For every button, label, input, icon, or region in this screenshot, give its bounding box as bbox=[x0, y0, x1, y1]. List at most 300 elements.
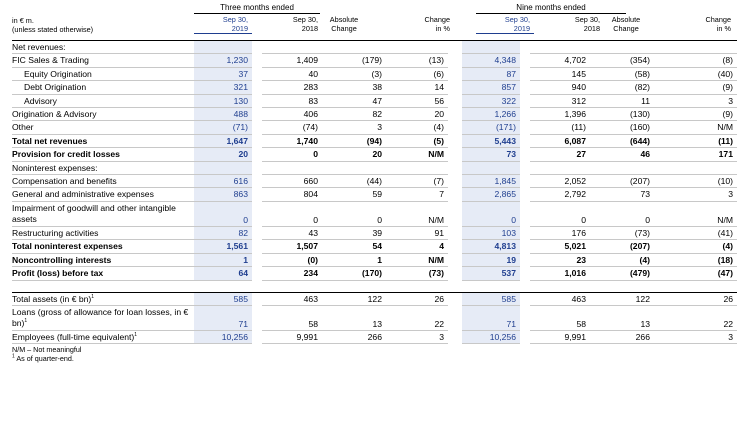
table-cell: (13) bbox=[386, 54, 448, 67]
table-cell bbox=[262, 41, 322, 54]
row-label-text: Provision for credit losses bbox=[12, 149, 120, 160]
column-header-line: Change bbox=[331, 23, 357, 33]
table-cell: 38 bbox=[322, 81, 386, 94]
units-label bbox=[12, 17, 93, 34]
table-row bbox=[12, 330, 737, 343]
table-cell: 13 bbox=[590, 305, 654, 330]
table-row bbox=[12, 292, 737, 305]
column-gap bbox=[252, 292, 262, 305]
table-row bbox=[12, 81, 737, 94]
column-gap bbox=[448, 121, 462, 134]
spacer-cell bbox=[530, 280, 590, 292]
table-cell: 43 bbox=[262, 226, 322, 239]
table-cell: 9,991 bbox=[262, 330, 322, 343]
table-cell: N/M bbox=[654, 201, 737, 226]
column-gap bbox=[448, 81, 462, 94]
table-cell: (58) bbox=[590, 67, 654, 80]
spacer-cell bbox=[194, 280, 252, 292]
table-cell bbox=[530, 41, 590, 54]
row-label bbox=[12, 121, 194, 134]
column-header-line: Change bbox=[705, 15, 731, 24]
column-header-line: Sep 30, bbox=[292, 15, 318, 24]
column-gap bbox=[252, 108, 262, 121]
row-label bbox=[12, 175, 194, 188]
column-header-line: in % bbox=[435, 23, 450, 33]
column-gap bbox=[520, 330, 530, 343]
table-row bbox=[12, 226, 737, 239]
table-cell: 1,740 bbox=[262, 134, 322, 147]
table-cell bbox=[590, 161, 654, 174]
column-gap bbox=[252, 121, 262, 134]
row-label bbox=[12, 267, 194, 280]
table-cell bbox=[530, 161, 590, 174]
row-label-text: Noncontrolling interests bbox=[12, 254, 112, 265]
table-cell: 5,443 bbox=[462, 134, 520, 147]
table-row bbox=[12, 267, 737, 280]
table-cell: 5,021 bbox=[530, 240, 590, 253]
financial-table-container bbox=[12, 0, 737, 363]
column-header-line: in % bbox=[716, 23, 731, 33]
row-label-text: Debt Origination bbox=[24, 82, 87, 93]
table-cell: (18) bbox=[654, 253, 737, 266]
table-cell: 26 bbox=[654, 292, 737, 305]
table-cell: (4) bbox=[386, 121, 448, 134]
row-label-text: FIC Sales & Trading bbox=[12, 55, 89, 66]
table-row bbox=[12, 240, 737, 253]
table-cell: 0 bbox=[590, 201, 654, 226]
table-cell: 10,256 bbox=[194, 330, 252, 343]
spacer-cell bbox=[590, 280, 654, 292]
footnote-nm: N/M – Not meaningful bbox=[12, 345, 82, 355]
column-gap bbox=[520, 201, 530, 226]
table-cell: 40 bbox=[262, 67, 322, 80]
table-cell: 58 bbox=[262, 305, 322, 330]
spacer-cell bbox=[12, 280, 194, 292]
table-cell: 321 bbox=[194, 81, 252, 94]
row-label bbox=[12, 305, 194, 330]
column-gap bbox=[448, 175, 462, 188]
column-gap bbox=[252, 41, 262, 54]
column-gap bbox=[252, 175, 262, 188]
table-cell: 804 bbox=[262, 188, 322, 201]
column-gap bbox=[448, 54, 462, 67]
column-gap bbox=[252, 81, 262, 94]
table-cell: 857 bbox=[462, 81, 520, 94]
column-header bbox=[194, 16, 252, 34]
table-cell: 488 bbox=[194, 108, 252, 121]
column-gap bbox=[520, 253, 530, 266]
table-cell: (5) bbox=[386, 134, 448, 147]
column-gap bbox=[448, 226, 462, 239]
table-cell: 73 bbox=[590, 188, 654, 201]
table-row bbox=[12, 94, 737, 107]
table-cell bbox=[654, 41, 737, 54]
table-cell: (6) bbox=[386, 67, 448, 80]
table-cell bbox=[194, 161, 252, 174]
row-label bbox=[12, 41, 194, 54]
row-label bbox=[12, 188, 194, 201]
table-cell: 1,016 bbox=[530, 267, 590, 280]
table-cell: 1,396 bbox=[530, 108, 590, 121]
table-cell: (10) bbox=[654, 175, 737, 188]
units-line-2: (unless stated otherwise) bbox=[12, 24, 94, 34]
table-cell: 82 bbox=[322, 108, 386, 121]
column-gap bbox=[520, 121, 530, 134]
table-row bbox=[12, 188, 737, 201]
section-spacer bbox=[12, 280, 737, 292]
table-cell: 1 bbox=[194, 253, 252, 266]
table-row bbox=[12, 161, 737, 174]
table-cell: (171) bbox=[462, 121, 520, 134]
row-label-text: Other bbox=[12, 122, 34, 133]
row-label bbox=[12, 226, 194, 239]
table-cell: 171 bbox=[654, 148, 737, 161]
row-label bbox=[12, 81, 194, 94]
table-cell: 20 bbox=[322, 148, 386, 161]
table-cell: 585 bbox=[194, 292, 252, 305]
table-cell: 1 bbox=[322, 253, 386, 266]
table-cell: (8) bbox=[654, 54, 737, 67]
column-gap bbox=[448, 188, 462, 201]
column-gap bbox=[520, 81, 530, 94]
table-cell: 0 bbox=[322, 201, 386, 226]
table-cell: (4) bbox=[590, 253, 654, 266]
table-cell: 266 bbox=[590, 330, 654, 343]
column-gap bbox=[252, 267, 262, 280]
table-cell: 660 bbox=[262, 175, 322, 188]
row-label bbox=[12, 94, 194, 107]
column-gap bbox=[252, 330, 262, 343]
table-cell: 9,991 bbox=[530, 330, 590, 343]
table-body bbox=[12, 41, 737, 344]
table-cell: 406 bbox=[262, 108, 322, 121]
table-cell: 1,507 bbox=[262, 240, 322, 253]
column-gap bbox=[252, 240, 262, 253]
column-gap bbox=[448, 94, 462, 107]
table-cell: 176 bbox=[530, 226, 590, 239]
column-gap bbox=[252, 94, 262, 107]
column-gap bbox=[520, 134, 530, 147]
table-cell: 87 bbox=[462, 67, 520, 80]
column-gap bbox=[448, 292, 462, 305]
table-cell bbox=[654, 161, 737, 174]
column-gap bbox=[520, 94, 530, 107]
spacer-cell bbox=[322, 280, 386, 292]
table-cell: (9) bbox=[654, 81, 737, 94]
column-gap bbox=[252, 148, 262, 161]
table-cell: (3) bbox=[322, 67, 386, 80]
table-cell: 39 bbox=[322, 226, 386, 239]
table-row bbox=[12, 134, 737, 147]
column-header bbox=[674, 16, 735, 33]
table-cell: N/M bbox=[654, 121, 737, 134]
column-gap bbox=[448, 201, 462, 226]
column-header-line: Absolute bbox=[329, 15, 359, 24]
table-cell: 145 bbox=[530, 67, 590, 80]
table-cell: 266 bbox=[322, 330, 386, 343]
table-cell: N/M bbox=[386, 253, 448, 266]
column-gap bbox=[520, 161, 530, 174]
table-cell: 4,702 bbox=[530, 54, 590, 67]
column-header-line: 2018 bbox=[301, 23, 318, 33]
table-cell: 537 bbox=[462, 267, 520, 280]
column-gap bbox=[252, 188, 262, 201]
row-label-text: Loans (gross of allowance for loan losses, in € bn) bbox=[12, 306, 189, 328]
column-gap bbox=[448, 161, 462, 174]
table-cell: (82) bbox=[590, 81, 654, 94]
table-cell: 3 bbox=[654, 188, 737, 201]
table-cell: (7) bbox=[386, 175, 448, 188]
row-label bbox=[12, 292, 194, 305]
table-row bbox=[12, 148, 737, 161]
column-header-line: 2018 bbox=[583, 23, 600, 33]
table-cell bbox=[322, 41, 386, 54]
row-label bbox=[12, 148, 194, 161]
table-cell: (0) bbox=[262, 253, 322, 266]
table-cell: (74) bbox=[262, 121, 322, 134]
table-cell: 2,865 bbox=[462, 188, 520, 201]
table-cell: 2,052 bbox=[530, 175, 590, 188]
row-label-text: Total noninterest expenses bbox=[12, 241, 123, 252]
units-line-1: in € m. bbox=[12, 16, 34, 25]
table-cell: 83 bbox=[262, 94, 322, 107]
table-cell: 103 bbox=[462, 226, 520, 239]
table-cell: (94) bbox=[322, 134, 386, 147]
row-label-text: Equity Origination bbox=[24, 68, 92, 79]
table-cell: 54 bbox=[322, 240, 386, 253]
column-gap bbox=[448, 240, 462, 253]
column-gap bbox=[448, 67, 462, 80]
table-cell: 20 bbox=[386, 108, 448, 121]
column-gap bbox=[448, 267, 462, 280]
table-cell: 940 bbox=[530, 81, 590, 94]
table-cell: (130) bbox=[590, 108, 654, 121]
column-header bbox=[594, 16, 658, 33]
table-cell: 0 bbox=[262, 201, 322, 226]
table-cell: 0 bbox=[462, 201, 520, 226]
footnote-marker: 1 bbox=[134, 332, 138, 339]
table-cell: 463 bbox=[530, 292, 590, 305]
row-label bbox=[12, 134, 194, 147]
row-label bbox=[12, 201, 194, 226]
table-cell: (40) bbox=[654, 67, 737, 80]
table-cell: 0 bbox=[194, 201, 252, 226]
table-cell: (44) bbox=[322, 175, 386, 188]
table-cell: 1,845 bbox=[462, 175, 520, 188]
table-row bbox=[12, 305, 737, 330]
table-cell: (9) bbox=[654, 108, 737, 121]
table-cell: 863 bbox=[194, 188, 252, 201]
column-header-line: Absolute bbox=[611, 15, 641, 24]
table-cell: 56 bbox=[386, 94, 448, 107]
table-row bbox=[12, 253, 737, 266]
table-cell: (207) bbox=[590, 240, 654, 253]
column-header-line: Change bbox=[613, 23, 639, 33]
table-cell: 37 bbox=[194, 67, 252, 80]
table-cell: 122 bbox=[322, 292, 386, 305]
row-label-text: Restructuring activities bbox=[12, 227, 99, 238]
table-cell: (73) bbox=[386, 267, 448, 280]
table-cell bbox=[462, 41, 520, 54]
row-label-text: Net revenues: bbox=[12, 42, 66, 52]
table-cell: 13 bbox=[322, 305, 386, 330]
table-cell: 1,409 bbox=[262, 54, 322, 67]
column-header-line: Sep 30, bbox=[222, 15, 248, 24]
table-cell: 91 bbox=[386, 226, 448, 239]
column-gap bbox=[448, 108, 462, 121]
table-cell: 27 bbox=[530, 148, 590, 161]
row-label bbox=[12, 240, 194, 253]
row-label-text: Employees (full-time equivalent) bbox=[12, 331, 135, 342]
column-gap bbox=[252, 161, 262, 174]
table-cell: N/M bbox=[386, 201, 448, 226]
table-cell: (73) bbox=[590, 226, 654, 239]
table-cell: 71 bbox=[194, 305, 252, 330]
column-gap bbox=[252, 67, 262, 80]
column-gap bbox=[520, 240, 530, 253]
column-gap bbox=[448, 134, 462, 147]
table-cell: (479) bbox=[590, 267, 654, 280]
table-cell: (11) bbox=[530, 121, 590, 134]
table-cell: 19 bbox=[462, 253, 520, 266]
table-row bbox=[12, 67, 737, 80]
row-label-text: General and administrative expenses bbox=[12, 189, 154, 200]
table-cell: (179) bbox=[322, 54, 386, 67]
footnote-marker: 1 bbox=[24, 318, 28, 325]
row-label-text: Total assets (in € bn) bbox=[12, 293, 92, 304]
table-cell bbox=[322, 161, 386, 174]
table-cell: 59 bbox=[322, 188, 386, 201]
table-cell: (47) bbox=[654, 267, 737, 280]
table-cell: (4) bbox=[654, 240, 737, 253]
table-cell: (644) bbox=[590, 134, 654, 147]
column-header-line: 2019 bbox=[231, 23, 248, 33]
row-label bbox=[12, 54, 194, 67]
table-cell: 585 bbox=[462, 292, 520, 305]
table-cell: 234 bbox=[262, 267, 322, 280]
table-cell: (207) bbox=[590, 175, 654, 188]
table-cell: 2,792 bbox=[530, 188, 590, 201]
row-label-text: Profit (loss) before tax bbox=[12, 268, 104, 279]
table-cell: 3 bbox=[654, 330, 737, 343]
column-gap bbox=[448, 41, 462, 54]
table-cell: 20 bbox=[194, 148, 252, 161]
column-gap bbox=[520, 292, 530, 305]
table-cell: 82 bbox=[194, 226, 252, 239]
table-cell: 4,813 bbox=[462, 240, 520, 253]
table-cell bbox=[194, 41, 252, 54]
table-cell bbox=[590, 41, 654, 54]
table-cell bbox=[386, 161, 448, 174]
table-cell: N/M bbox=[386, 148, 448, 161]
table-cell: 7 bbox=[386, 188, 448, 201]
column-gap bbox=[520, 148, 530, 161]
table-cell: 4,348 bbox=[462, 54, 520, 67]
table-header bbox=[12, 0, 737, 40]
table-cell: 122 bbox=[590, 292, 654, 305]
table-cell: 58 bbox=[530, 305, 590, 330]
group-three-months: Three months ended bbox=[194, 3, 320, 14]
row-label-text: Total net revenues bbox=[12, 135, 88, 146]
row-label-text: Advisory bbox=[24, 95, 57, 106]
column-header bbox=[312, 16, 376, 33]
table-cell bbox=[262, 161, 322, 174]
table-cell: 22 bbox=[386, 305, 448, 330]
row-label-text: Noninterest expenses: bbox=[12, 162, 98, 173]
table-cell: 14 bbox=[386, 81, 448, 94]
column-gap bbox=[520, 305, 530, 330]
table-cell: 47 bbox=[322, 94, 386, 107]
column-gap bbox=[448, 148, 462, 161]
column-gap bbox=[520, 108, 530, 121]
column-header-line: Change bbox=[424, 15, 450, 24]
table-cell: 1,647 bbox=[194, 134, 252, 147]
column-header bbox=[392, 16, 454, 33]
table-row bbox=[12, 108, 737, 121]
column-gap bbox=[448, 330, 462, 343]
table-cell: 46 bbox=[590, 148, 654, 161]
column-gap bbox=[252, 253, 262, 266]
table-cell: 71 bbox=[462, 305, 520, 330]
table-cell: 23 bbox=[530, 253, 590, 266]
row-label-text: Origination & Advisory bbox=[12, 109, 97, 120]
footnotes bbox=[12, 345, 737, 363]
table-cell: 1,561 bbox=[194, 240, 252, 253]
table-cell: 1,230 bbox=[194, 54, 252, 67]
row-label bbox=[12, 67, 194, 80]
spacer-cell bbox=[386, 280, 448, 292]
table-cell: 10,256 bbox=[462, 330, 520, 343]
table-cell bbox=[386, 41, 448, 54]
table-cell: 4 bbox=[386, 240, 448, 253]
column-gap bbox=[520, 188, 530, 201]
table-cell: 26 bbox=[386, 292, 448, 305]
table-cell: 312 bbox=[530, 94, 590, 107]
column-gap bbox=[448, 253, 462, 266]
column-gap bbox=[252, 305, 262, 330]
row-label bbox=[12, 108, 194, 121]
table-cell: 64 bbox=[194, 267, 252, 280]
row-label-text: Impairment of goodwill and other intangible assets bbox=[12, 202, 176, 224]
table-cell bbox=[462, 161, 520, 174]
spacer-cell bbox=[462, 280, 520, 292]
column-header-line: 2019 bbox=[513, 23, 530, 33]
table-row bbox=[12, 121, 737, 134]
column-gap bbox=[252, 54, 262, 67]
table-cell: 0 bbox=[262, 148, 322, 161]
table-cell: (41) bbox=[654, 226, 737, 239]
column-gap bbox=[520, 54, 530, 67]
table-cell: (71) bbox=[194, 121, 252, 134]
table-row bbox=[12, 41, 737, 54]
financial-table bbox=[12, 40, 737, 344]
row-label bbox=[12, 253, 194, 266]
table-cell: (170) bbox=[322, 267, 386, 280]
column-gap bbox=[448, 305, 462, 330]
table-cell: 73 bbox=[462, 148, 520, 161]
row-label bbox=[12, 161, 194, 174]
footnote-marker: 1 bbox=[91, 293, 95, 300]
table-cell: 11 bbox=[590, 94, 654, 107]
table-cell: 0 bbox=[530, 201, 590, 226]
row-label bbox=[12, 330, 194, 343]
column-gap bbox=[520, 175, 530, 188]
table-row bbox=[12, 201, 737, 226]
table-cell: 6,087 bbox=[530, 134, 590, 147]
column-header-line: Sep 30, bbox=[504, 15, 530, 24]
table-cell: 3 bbox=[386, 330, 448, 343]
column-gap bbox=[520, 67, 530, 80]
